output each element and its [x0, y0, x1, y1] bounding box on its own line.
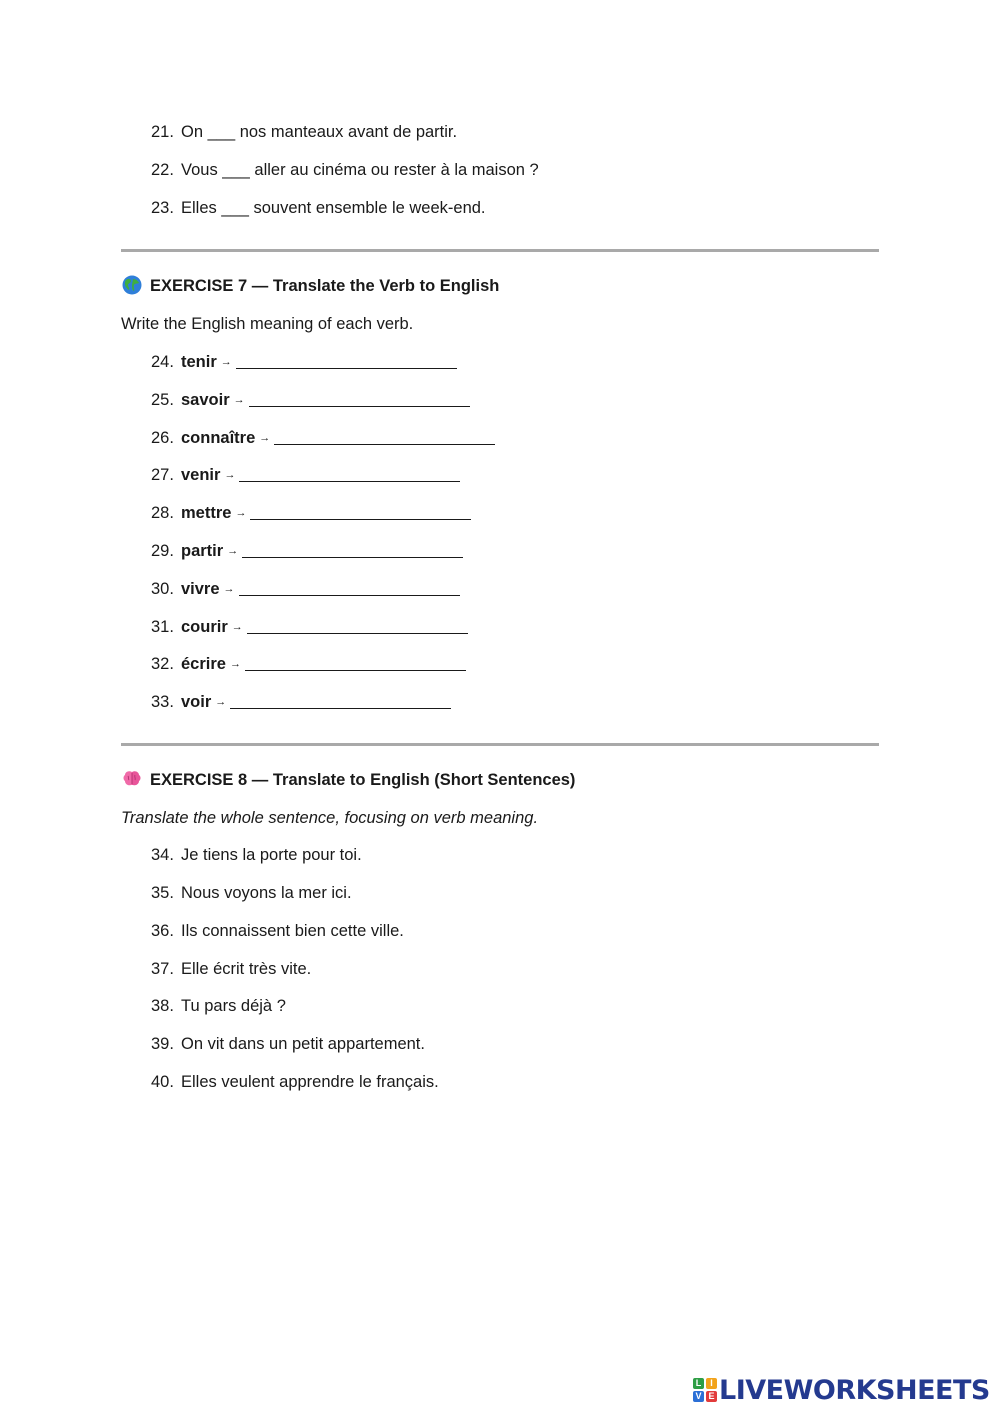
- exercise-8-heading: [122, 767, 575, 793]
- item-text: On vit dans un petit appartement.: [181, 1035, 425, 1053]
- item-number: 25.: [151, 391, 174, 409]
- item-number: 21.: [151, 123, 174, 141]
- brain-icon: [122, 769, 142, 789]
- item-number: 26.: [151, 429, 174, 447]
- item-number: 38.: [151, 997, 174, 1015]
- item-number: 35.: [151, 884, 174, 902]
- exercise-title: EXERCISE 8 — Translate to English (Short Sentences): [150, 771, 576, 789]
- arrow-icon: →: [215, 696, 227, 708]
- list-item: [151, 120, 457, 144]
- verb: partir: [181, 542, 224, 560]
- answer-blank[interactable]: [245, 654, 466, 671]
- item-text: Elle écrit très vite.: [181, 960, 312, 978]
- verb: tenir: [181, 353, 217, 371]
- list-item: [151, 501, 471, 525]
- list-item: [151, 652, 466, 676]
- logo-mark-cell: I: [706, 1378, 717, 1389]
- item-number: 23.: [151, 199, 174, 217]
- logo-mark-cell: E: [706, 1391, 717, 1402]
- item-number: 36.: [151, 922, 174, 940]
- item-number: 33.: [151, 693, 174, 711]
- list-item: [151, 196, 486, 220]
- item-number: 29.: [151, 542, 174, 560]
- arrow-icon: →: [223, 583, 235, 595]
- answer-blank[interactable]: [239, 579, 460, 596]
- answer-blank[interactable]: [242, 541, 463, 558]
- list-item: [151, 1070, 439, 1094]
- verb: écrire: [181, 655, 226, 673]
- list-item: [151, 350, 457, 374]
- item-number: 40.: [151, 1073, 174, 1091]
- item-number: 32.: [151, 655, 174, 673]
- arrow-icon: →: [235, 507, 247, 519]
- verb: savoir: [181, 391, 230, 409]
- logo-mark-cell: L: [693, 1378, 704, 1389]
- exercise-instruction: Translate the whole sentence, focusing on verb meaning.: [121, 809, 539, 827]
- list-item: [151, 158, 539, 182]
- list-item: [151, 994, 286, 1018]
- item-text: Je tiens la porte pour toi.: [181, 846, 362, 864]
- item-text: Ils connaissent bien cette ville.: [181, 922, 404, 940]
- arrow-icon: →: [231, 621, 243, 633]
- list-item: [151, 690, 451, 714]
- answer-blank[interactable]: [247, 617, 468, 634]
- list-item: [151, 957, 311, 981]
- item-number: 39.: [151, 1035, 174, 1053]
- item-number: 27.: [151, 466, 174, 484]
- arrow-icon: →: [224, 469, 236, 481]
- globe-icon: [122, 275, 142, 295]
- verb: mettre: [181, 504, 232, 522]
- verb: voir: [181, 693, 212, 711]
- arrow-icon: →: [259, 432, 271, 444]
- verb: courir: [181, 618, 228, 636]
- logo-mark-cell: V: [693, 1391, 704, 1402]
- verb: vivre: [181, 580, 220, 598]
- list-item: [151, 539, 463, 563]
- list-item: [151, 615, 468, 639]
- list-item: [151, 388, 470, 412]
- item-number: 30.: [151, 580, 174, 598]
- item-text: Elles veulent apprendre le français.: [181, 1073, 439, 1091]
- list-item: [151, 919, 404, 943]
- list-item: [151, 577, 460, 601]
- list-item: [151, 1032, 425, 1056]
- item-text: On ___ nos manteaux avant de partir.: [181, 123, 458, 141]
- answer-blank[interactable]: [250, 503, 471, 520]
- item-number: 37.: [151, 960, 174, 978]
- item-number: 22.: [151, 161, 174, 179]
- list-item: [151, 463, 460, 487]
- item-text: Vous ___ aller au cinéma ou rester à la maison ?: [181, 161, 539, 179]
- exercise-instruction: Write the English meaning of each verb.: [121, 315, 414, 333]
- exercise-title: EXERCISE 7 — Translate the Verb to English: [150, 277, 500, 295]
- section-divider: [121, 249, 879, 252]
- arrow-icon: →: [227, 545, 239, 557]
- item-number: 28.: [151, 504, 174, 522]
- arrow-icon: →: [229, 658, 241, 670]
- answer-blank[interactable]: [236, 352, 457, 369]
- item-text: Elles ___ souvent ensemble le week-end.: [181, 199, 486, 217]
- answer-blank[interactable]: [249, 390, 470, 407]
- arrow-icon: →: [233, 394, 245, 406]
- exercise-7-heading: [122, 273, 499, 299]
- logo-mark-icon: [693, 1378, 717, 1402]
- arrow-icon: →: [220, 356, 232, 368]
- verb: connaître: [181, 429, 256, 447]
- liveworksheets-logo[interactable]: [693, 1374, 990, 1406]
- list-item: [151, 843, 362, 867]
- item-number: 24.: [151, 353, 174, 371]
- verb: venir: [181, 466, 221, 484]
- item-number: 31.: [151, 618, 174, 636]
- answer-blank[interactable]: [274, 428, 495, 445]
- section-divider: [121, 743, 879, 746]
- logo-text: LIVEWORKSHEETS: [719, 1374, 990, 1406]
- item-text: Tu pars déjà ?: [181, 997, 286, 1015]
- answer-blank[interactable]: [230, 692, 451, 709]
- item-text: Nous voyons la mer ici.: [181, 884, 352, 902]
- list-item: [151, 881, 352, 905]
- item-number: 34.: [151, 846, 174, 864]
- answer-blank[interactable]: [239, 465, 460, 482]
- list-item: [151, 426, 495, 450]
